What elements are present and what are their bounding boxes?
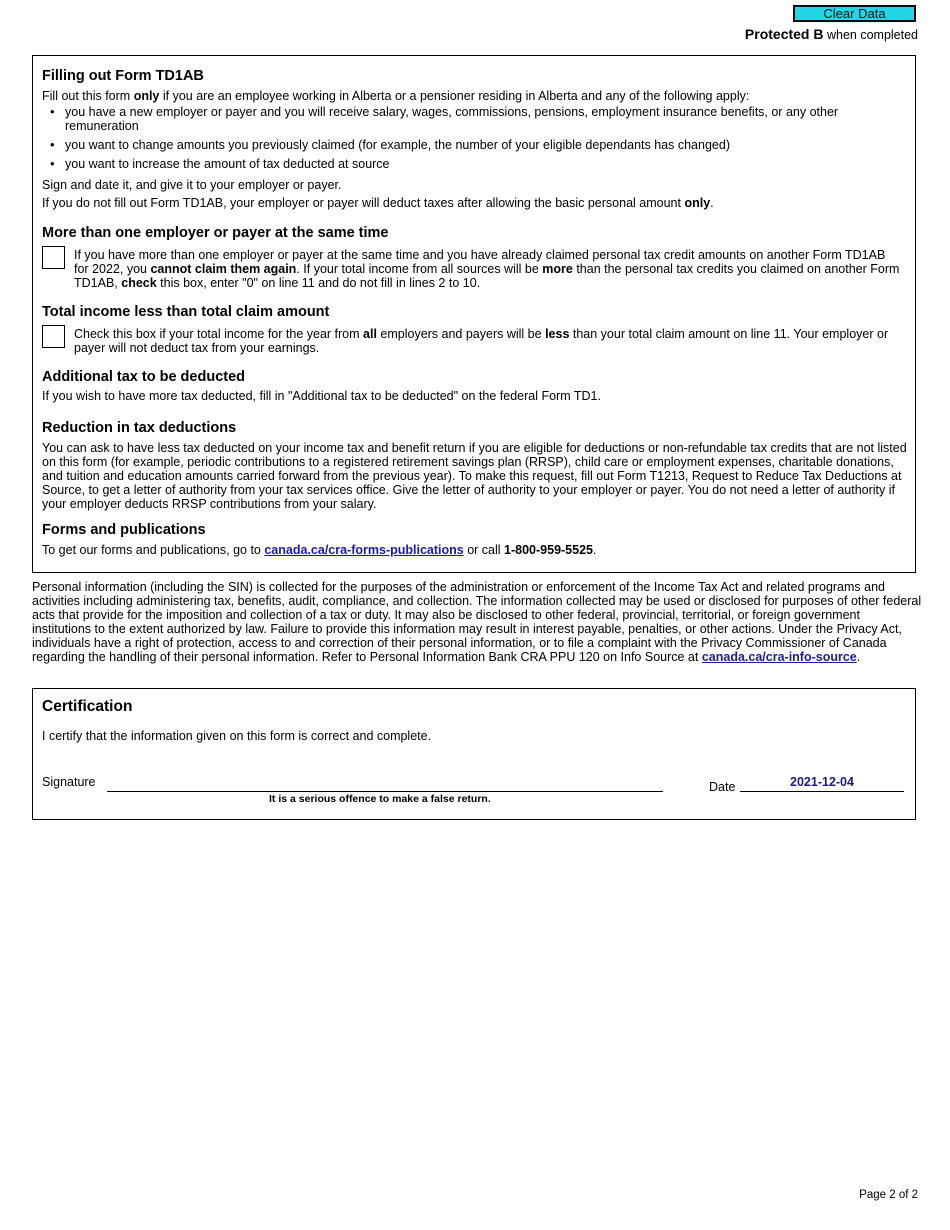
clear-data-button[interactable]: Clear Data bbox=[793, 5, 916, 22]
page-number: Page 2 of 2 bbox=[859, 1189, 918, 1201]
forms-publications-link[interactable]: canada.ca/cra-forms-publications bbox=[264, 543, 464, 557]
signature-field[interactable] bbox=[107, 791, 663, 792]
instructions-box bbox=[32, 55, 916, 573]
more-than-one-text: If you have more than one employer or payer at the same time and you have already claimed personal tax credit amounts on another Form TD1AB for 2022, you cannot claim them again. If your total income from all sources will be more than the personal tax credits you claimed on another Form TD1AB, check this box, enter "0" on line 11 and do not fill in lines 2 to 10. bbox=[74, 248, 900, 290]
reduction-title: Reduction in tax deductions bbox=[42, 420, 237, 436]
phone-number: 1-800-959-5525 bbox=[504, 543, 593, 557]
sign-instruction: Sign and date it, and give it to your employer or payer. bbox=[42, 178, 342, 192]
list-item: • you want to change amounts you previously claimed (for example, the number of your eligible dependants has changed) bbox=[42, 138, 855, 152]
default-deduction-note: If you do not fill out Form TD1AB, your employer or payer will deduct taxes after allowing the basic personal amount only. bbox=[42, 196, 714, 210]
false-return-warning: It is a serious offence to make a false return. bbox=[269, 793, 491, 805]
protected-label: Protected B bbox=[744, 26, 824, 42]
apply-conditions-list bbox=[42, 105, 855, 176]
additional-tax-title: Additional tax to be deducted bbox=[42, 369, 246, 385]
forms-text: To get our forms and publications, go to canada.ca/cra-forms-publications or call 1-800-959-5525. bbox=[42, 543, 597, 557]
additional-tax-text: If you wish to have more tax deducted, fill in "Additional tax to be deducted" on the federal Form TD1. bbox=[42, 389, 601, 403]
filling-out-title: Filling out Form TD1AB bbox=[42, 68, 204, 84]
protected-suffix: when completed bbox=[826, 28, 918, 42]
filling-out-intro: Fill out this form only if you are an employee working in Alberta or a pensioner residing in Alberta and any of the following apply: bbox=[42, 89, 750, 103]
date-label: Date bbox=[709, 780, 736, 794]
reduction-text: You can ask to have less tax deducted on your income tax and benefit return if you are eligible for deductions or non-refundable tax credits that are not listed on this form (for example, periodic contributions to a registered retirement savings plan (RRSP), child care or employment expenses, charitable donations, and tuition and education amounts carried forward from the previous year). To make this request, fill out Form T1213, Request to Reduce Tax Deductions at Source, to get a letter of authority from your tax services office. Give the letter of authority to your employer or payer. You do not need a letter of authority if your employer deducts RRSP contributions from your salary. bbox=[42, 441, 907, 511]
signature-label: Signature bbox=[42, 775, 96, 789]
protected-b-notice bbox=[745, 26, 918, 42]
forms-title: Forms and publications bbox=[42, 522, 206, 538]
total-income-text: Check this box if your total income for the year from all employers and payers will be less than your total claim amount on line 11. Your employer or payer will not deduct tax from your earnings. bbox=[74, 327, 889, 355]
more-than-one-checkbox[interactable] bbox=[42, 246, 65, 269]
more-than-one-title: More than one employer or payer at the same time bbox=[42, 225, 389, 241]
total-income-title: Total income less than total claim amount bbox=[42, 304, 330, 320]
date-field-underline bbox=[740, 791, 904, 792]
privacy-notice: Personal information (including the SIN) is collected for the purposes of the administration or enforcement of the Income Tax Act and related programs and activities including administering tax, benefits, audit, compliance, and collection. The information collected may be used or disclosed for purposes of other federal acts that provide for the imposition and collection of a tax or duty. It may also be disclosed to other federal, provincial, territorial, or foreign government institutions to the extent authorized by law. Failure to provide this information may result in interest payable, penalties, or other actions. Under the Privacy Act, individuals have a right of protection, access to and correction of their personal information, or to file a complaint with the Privacy Commissioner of Canada regarding the handling of their personal information. Refer to Personal Information Bank CRA PPU 120 on Info Source at canada.ca/cra-info-source. bbox=[32, 580, 922, 664]
date-field[interactable]: 2021-12-04 bbox=[790, 775, 854, 789]
certification-box bbox=[32, 688, 916, 820]
info-source-link[interactable]: canada.ca/cra-info-source bbox=[701, 650, 857, 664]
list-item: • you want to increase the amount of tax deducted at source bbox=[42, 157, 855, 171]
certification-statement: I certify that the information given on this form is correct and complete. bbox=[42, 729, 432, 743]
list-item: • you have a new employer or payer and you will receive salary, wages, commissions, pensions, employment insurance benefits, or any other remuneration bbox=[42, 105, 855, 133]
total-income-checkbox[interactable] bbox=[42, 325, 65, 348]
certification-title: Certification bbox=[42, 698, 133, 715]
